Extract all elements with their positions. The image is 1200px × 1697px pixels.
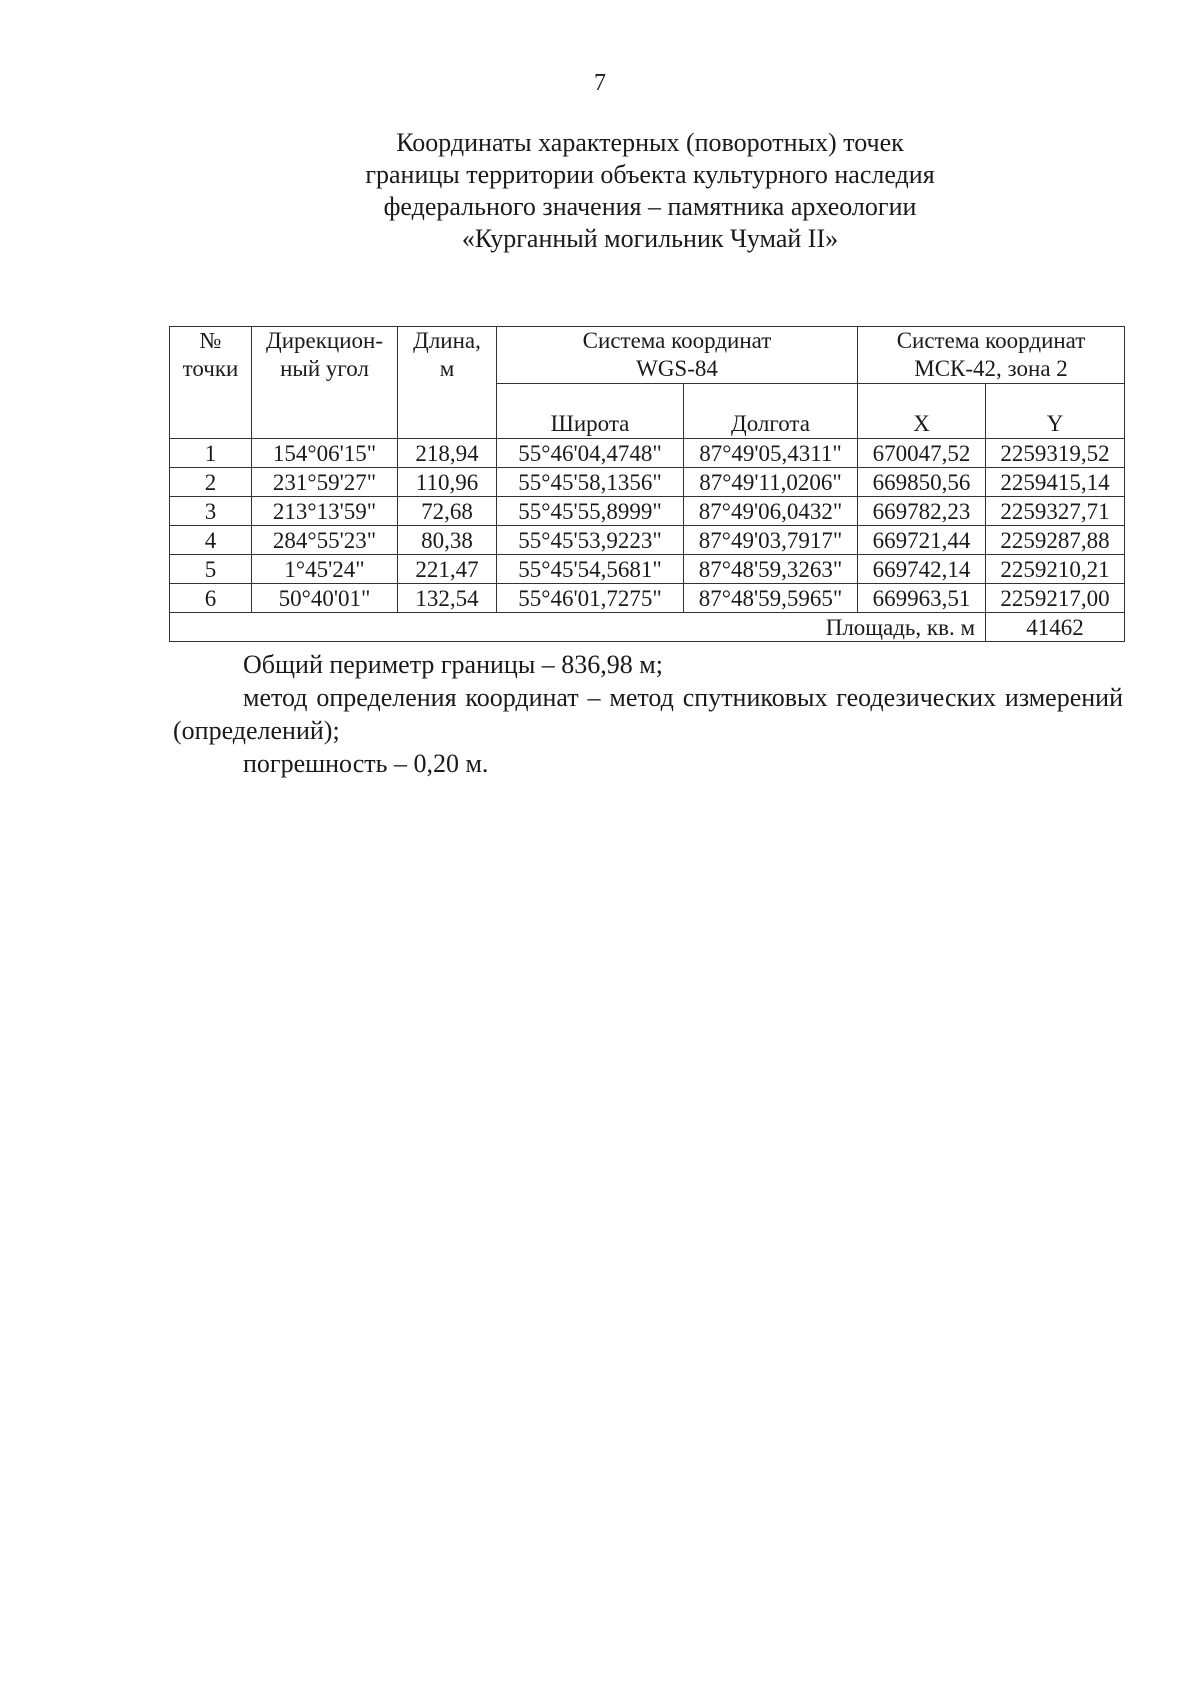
header-latitude: Широта: [497, 384, 684, 439]
header-length: Длина, м: [398, 327, 497, 439]
table-cell: 55°45'54,5681": [497, 555, 684, 584]
table-cell: 55°46'04,4748": [497, 439, 684, 468]
table-cell: 1: [170, 439, 252, 468]
table-cell: 4: [170, 526, 252, 555]
header-point-no: № точки: [170, 327, 252, 439]
table-cell: 213°13'59": [252, 497, 398, 526]
table-cell: 284°55'23": [252, 526, 398, 555]
table-cell: 669721,44: [858, 526, 986, 555]
table-cell: 2259210,21: [986, 555, 1125, 584]
coordinates-table: [169, 326, 1125, 642]
area-value: 41462: [986, 613, 1125, 642]
table-cell: 87°49'03,7917": [684, 526, 858, 555]
method-text: метод определения координат – метод спутниковых геодезических измерений (определений);: [173, 683, 1123, 745]
table-row: [170, 555, 1125, 584]
header-longitude: Долгота: [684, 384, 858, 439]
table-cell: 87°48'59,5965": [684, 584, 858, 613]
table-cell: 87°49'05,4311": [684, 439, 858, 468]
table-row: [170, 526, 1125, 555]
header-wgs84: Система координат WGS-84: [497, 327, 858, 384]
table-cell: 231°59'27": [252, 468, 398, 497]
title-line: Координаты характерных (поворотных) точек: [396, 128, 904, 157]
table-cell: 221,47: [398, 555, 497, 584]
title-line: федерального значения – памятника археологии: [383, 192, 917, 221]
table-cell: 87°49'11,0206": [684, 468, 858, 497]
table-cell: 2259287,88: [986, 526, 1125, 555]
table-cell: 50°40'01": [252, 584, 398, 613]
table-cell: 3: [170, 497, 252, 526]
table-row: [170, 584, 1125, 613]
page-number: 7: [594, 70, 606, 96]
header-msk42: Система координат МСК-42, зона 2: [858, 327, 1125, 384]
perimeter-text: Общий периметр границы – 836,98 м;: [243, 650, 663, 679]
table-cell: 1°45'24": [252, 555, 398, 584]
table-cell: 110,96: [398, 468, 497, 497]
table-cell: 80,38: [398, 526, 497, 555]
table-cell: 2259415,14: [986, 468, 1125, 497]
title-line: «Курганный могильник Чумай II»: [461, 224, 839, 253]
table-cell: 55°45'53,9223": [497, 526, 684, 555]
table-cell: 670047,52: [858, 439, 986, 468]
table-row: [170, 497, 1125, 526]
area-label: Площадь, кв. м: [170, 613, 986, 642]
table-cell: 218,94: [398, 439, 497, 468]
table-cell: 55°46'01,7275": [497, 584, 684, 613]
table-cell: 55°45'55,8999": [497, 497, 684, 526]
title-line: границы территории объекта культурного наследия: [365, 160, 935, 189]
table-cell: 154°06'15": [252, 439, 398, 468]
header-y: Y: [986, 384, 1125, 439]
table-cell: 55°45'58,1356": [497, 468, 684, 497]
table-cell: 2: [170, 468, 252, 497]
table-cell: 87°48'59,3263": [684, 555, 858, 584]
table-row: [170, 439, 1125, 468]
table-cell: 2259217,00: [986, 584, 1125, 613]
table-row: [170, 468, 1125, 497]
table-cell: 2259327,71: [986, 497, 1125, 526]
table-cell: 669782,23: [858, 497, 986, 526]
header-direction-angle: Дирекцион- ный угол: [252, 327, 398, 439]
document-title: [200, 127, 1100, 255]
table-cell: 669963,51: [858, 584, 986, 613]
table-cell: 6: [170, 584, 252, 613]
header-x: X: [858, 384, 986, 439]
summary-paragraphs: [173, 648, 1123, 780]
table-cell: 2259319,52: [986, 439, 1125, 468]
area-row: [170, 613, 1125, 642]
table-cell: 87°49'06,0432": [684, 497, 858, 526]
table-cell: 132,54: [398, 584, 497, 613]
table-cell: 669742,14: [858, 555, 986, 584]
table-cell: 72,68: [398, 497, 497, 526]
error-text: погрешность – 0,20 м.: [243, 749, 489, 778]
table-cell: 669850,56: [858, 468, 986, 497]
table-cell: 5: [170, 555, 252, 584]
